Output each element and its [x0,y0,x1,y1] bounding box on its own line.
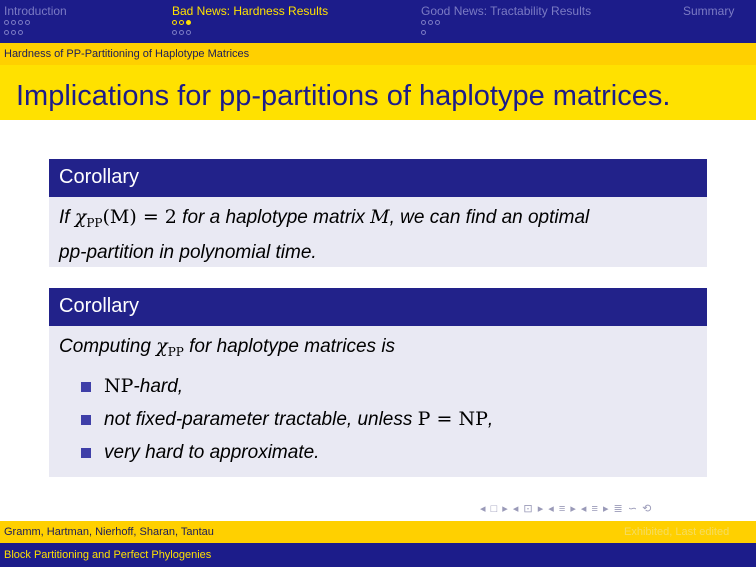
nav-section-good-news[interactable]: Good News: Tractability Results [421,4,592,18]
nav-dot-current[interactable] [186,20,191,25]
text-line2: pp-partition in polynomial time. [59,242,317,263]
footer-authors-bar [0,521,756,543]
list-item [59,403,697,436]
lead-end: for haplotype matrices is [189,336,396,357]
footer-talk-title: Block Partitioning and Perfect Phylogenies [4,549,212,561]
nav-dot[interactable] [172,30,177,35]
item3-text: very hard to approximate. [104,442,320,463]
item1-text: -hard, [133,376,184,397]
matrix-variable: M [370,206,390,228]
lead-start: Computing [59,336,151,357]
corollary-block-2 [49,288,707,477]
item2-text: not fixed-parameter tractable, unless [104,409,413,430]
footer-title-bar [0,543,756,567]
chi-subscript: PP [167,345,184,359]
nav-dot[interactable] [435,20,440,25]
block-lead [59,332,697,366]
nav-dot[interactable] [172,20,177,25]
nav-dots-good-news-row2 [421,30,426,35]
frame-title: Implications for pp-partitions of haplotype matrices. [16,80,671,112]
nav-section-introduction[interactable]: Introduction [4,4,67,18]
block-heading: Corollary [49,159,707,197]
subsection-bar [0,43,756,65]
nav-section-bad-news[interactable]: Bad News: Hardness Results [172,4,329,18]
corollary-block-1 [49,159,707,267]
item2-math: P = NP [417,408,488,430]
chi-subscript: PP [86,216,103,230]
nav-dot[interactable] [11,20,16,25]
block-body [49,197,707,267]
frame-title-bar [0,65,756,120]
nav-dots-bad-news-row1 [172,20,191,25]
chi-symbol: χ [156,335,168,357]
nav-dot[interactable] [428,20,433,25]
nav-dot[interactable] [179,20,184,25]
item2-end: , [487,409,494,430]
nav-dot[interactable] [179,30,184,35]
nav-dots-introduction-row1 [4,20,30,25]
footer-authors: Gramm, Hartman, Nierhoff, Sharan, Tantau [4,526,214,538]
nav-dots-introduction-row2 [4,30,23,35]
square-bullet-icon [81,448,91,458]
text-end: , we can find an optimal [389,207,590,228]
nav-dot[interactable] [4,20,9,25]
item1-math: NP [104,375,134,397]
chi-expression: (M) = 2 [102,206,177,228]
block-body [49,326,707,477]
text-mid: for a haplotype matrix [182,207,365,228]
nav-dot[interactable] [25,20,30,25]
nav-dot[interactable] [186,30,191,35]
nav-dots-good-news-row1 [421,20,440,25]
nav-dot[interactable] [18,20,23,25]
nav-section-summary[interactable]: Summary [683,4,735,18]
square-bullet-icon [81,382,91,392]
nav-dot[interactable] [11,30,16,35]
nav-dot[interactable] [421,20,426,25]
square-bullet-icon [81,415,91,425]
nav-dot[interactable] [4,30,9,35]
nav-dot[interactable] [18,30,23,35]
list-item [59,370,697,403]
footer-faint-text: Exhibited, Last edited [624,526,730,538]
beamer-navigation-icons[interactable]: ◂ □ ▸ ◂ ⊡ ▸ ◂ ≡ ▸ ◂ ≡ ▸ ≣ ∽ ⟲ [480,503,653,515]
chi-symbol: χ [74,206,87,228]
block-heading: Corollary [49,288,707,326]
nav-dots-bad-news-row2 [172,30,191,35]
list-item [59,436,697,469]
nav-dot[interactable] [421,30,426,35]
corollary-list [59,370,697,469]
subsection-title[interactable]: Hardness of PP-Partitioning of Haplotype Matrices [4,48,250,60]
section-navigation-bar [0,0,756,43]
text-if: If [59,207,70,228]
